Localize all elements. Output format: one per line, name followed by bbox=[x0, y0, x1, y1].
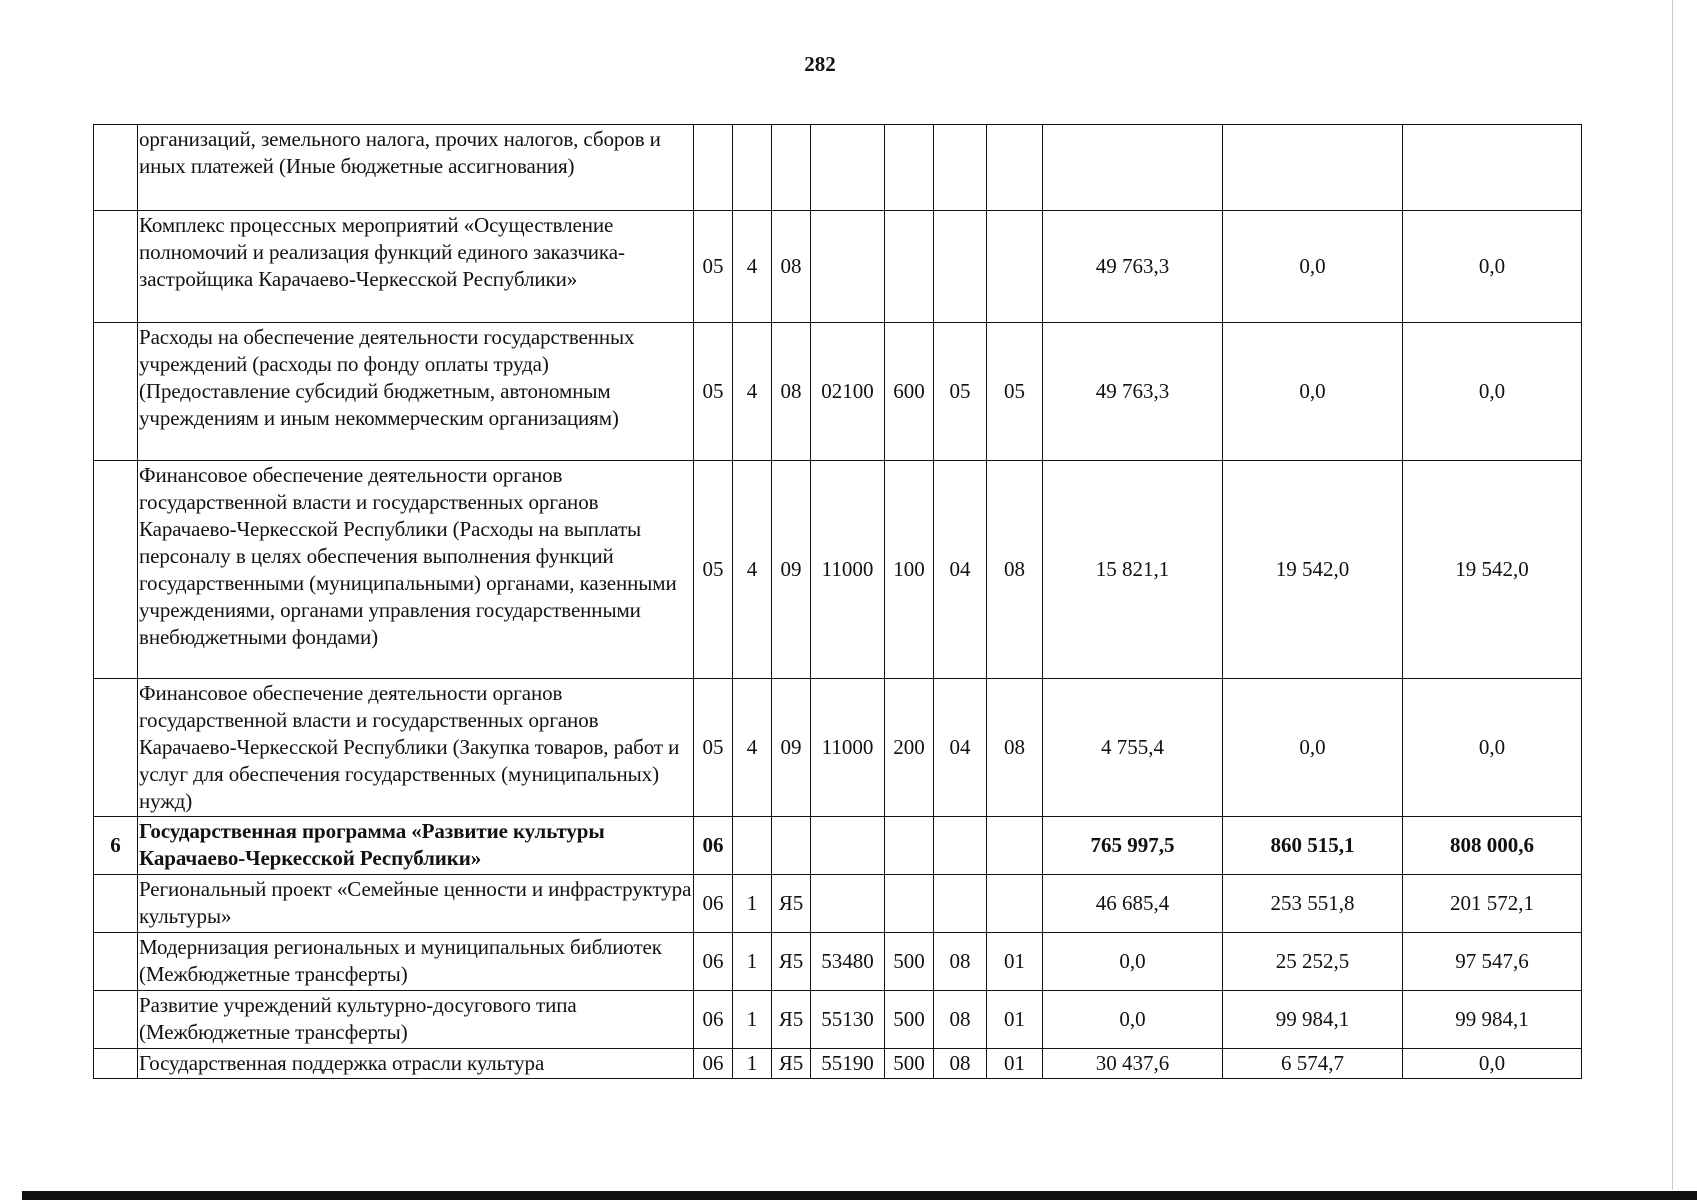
code-type: 1 bbox=[733, 991, 772, 1049]
code-program: 05 bbox=[694, 211, 733, 323]
code-program: 06 bbox=[694, 933, 733, 991]
row-number bbox=[94, 125, 138, 211]
code-structure: Я5 bbox=[772, 933, 811, 991]
value-year-1: 46 685,4 bbox=[1043, 875, 1223, 933]
code-structure: Я5 bbox=[772, 1049, 811, 1079]
code-direction: 11000 bbox=[811, 461, 885, 679]
value-year-3 bbox=[1403, 125, 1582, 211]
code-program: 06 bbox=[694, 875, 733, 933]
table-row bbox=[94, 211, 1582, 323]
code-program: 05 bbox=[694, 323, 733, 461]
code-direction bbox=[811, 125, 885, 211]
code-section bbox=[934, 211, 987, 323]
code-subsection bbox=[987, 875, 1043, 933]
code-direction: 55130 bbox=[811, 991, 885, 1049]
value-year-3: 201 572,1 bbox=[1403, 875, 1582, 933]
row-name: Расходы на обеспечение деятельности государственных учреждений (расходы по фонду оплаты труда) (Предоставление субсидий бюджетным, автономным учреждениям и иным некоммерческим организациям) bbox=[138, 323, 694, 461]
code-expense-type bbox=[885, 211, 934, 323]
code-expense-type: 600 bbox=[885, 323, 934, 461]
value-year-2: 0,0 bbox=[1223, 679, 1403, 817]
row-name: Развитие учреждений культурно-досугового типа (Межбюджетные трансферты) bbox=[138, 991, 694, 1049]
row-number bbox=[94, 933, 138, 991]
value-year-3: 0,0 bbox=[1403, 323, 1582, 461]
code-section: 08 bbox=[934, 933, 987, 991]
scan-bottom-bar bbox=[22, 1191, 1697, 1200]
code-section: 08 bbox=[934, 991, 987, 1049]
value-year-1: 0,0 bbox=[1043, 991, 1223, 1049]
row-number: 6 bbox=[94, 817, 138, 875]
value-year-2: 0,0 bbox=[1223, 211, 1403, 323]
row-number bbox=[94, 1049, 138, 1079]
code-direction: 02100 bbox=[811, 323, 885, 461]
value-year-1: 4 755,4 bbox=[1043, 679, 1223, 817]
value-year-2: 253 551,8 bbox=[1223, 875, 1403, 933]
row-name: Модернизация региональных и муниципальных библиотек (Межбюджетные трансферты) bbox=[138, 933, 694, 991]
code-expense-type: 500 bbox=[885, 991, 934, 1049]
row-number bbox=[94, 991, 138, 1049]
value-year-1: 30 437,6 bbox=[1043, 1049, 1223, 1079]
value-year-2: 0,0 bbox=[1223, 323, 1403, 461]
code-section: 04 bbox=[934, 461, 987, 679]
code-type: 4 bbox=[733, 679, 772, 817]
code-subsection: 08 bbox=[987, 679, 1043, 817]
code-structure: Я5 bbox=[772, 875, 811, 933]
value-year-2 bbox=[1223, 125, 1403, 211]
code-expense-type: 100 bbox=[885, 461, 934, 679]
code-type: 1 bbox=[733, 875, 772, 933]
value-year-3: 0,0 bbox=[1403, 1049, 1582, 1079]
code-subsection: 01 bbox=[987, 933, 1043, 991]
code-type: 4 bbox=[733, 461, 772, 679]
table-row bbox=[94, 125, 1582, 211]
value-year-2: 6 574,7 bbox=[1223, 1049, 1403, 1079]
code-section: 05 bbox=[934, 323, 987, 461]
code-structure bbox=[772, 125, 811, 211]
code-subsection: 05 bbox=[987, 323, 1043, 461]
row-name: Государственная поддержка отрасли культура bbox=[138, 1049, 694, 1079]
code-subsection bbox=[987, 125, 1043, 211]
value-year-3: 19 542,0 bbox=[1403, 461, 1582, 679]
code-structure: 09 bbox=[772, 679, 811, 817]
code-type bbox=[733, 817, 772, 875]
row-name: Комплекс процессных мероприятий «Осуществление полномочий и реализация функций единого заказчика-застройщика Карачаево-Черкесской Республики» bbox=[138, 211, 694, 323]
value-year-3: 97 547,6 bbox=[1403, 933, 1582, 991]
code-section bbox=[934, 817, 987, 875]
scan-edge-line bbox=[1672, 0, 1673, 1190]
value-year-2: 19 542,0 bbox=[1223, 461, 1403, 679]
budget-table bbox=[93, 124, 1582, 1079]
value-year-1: 49 763,3 bbox=[1043, 323, 1223, 461]
row-name: Финансовое обеспечение деятельности органов государственной власти и государственных органов Карачаево-Черкесской Республики (Расходы на выплаты персоналу в целях обеспечения выполнения функций государственными (муниципальными) органами, казенными учреждениями, органами управления государственными внебюджетными фондами) bbox=[138, 461, 694, 679]
code-program: 06 bbox=[694, 991, 733, 1049]
code-type: 4 bbox=[733, 211, 772, 323]
code-program: 06 bbox=[694, 1049, 733, 1079]
row-number bbox=[94, 679, 138, 817]
code-expense-type bbox=[885, 875, 934, 933]
code-direction bbox=[811, 817, 885, 875]
page-number: 282 bbox=[804, 52, 836, 76]
code-expense-type: 500 bbox=[885, 933, 934, 991]
code-structure: 08 bbox=[772, 323, 811, 461]
code-direction bbox=[811, 211, 885, 323]
table-row bbox=[94, 323, 1582, 461]
code-type: 1 bbox=[733, 1049, 772, 1079]
code-program bbox=[694, 125, 733, 211]
code-expense-type: 200 bbox=[885, 679, 934, 817]
row-name: Региональный проект «Семейные ценности и инфраструктура культуры» bbox=[138, 875, 694, 933]
code-direction: 11000 bbox=[811, 679, 885, 817]
table-row bbox=[94, 933, 1582, 991]
value-year-3: 99 984,1 bbox=[1403, 991, 1582, 1049]
value-year-3: 0,0 bbox=[1403, 679, 1582, 817]
code-subsection bbox=[987, 817, 1043, 875]
value-year-2: 860 515,1 bbox=[1223, 817, 1403, 875]
code-expense-type bbox=[885, 125, 934, 211]
code-structure: 09 bbox=[772, 461, 811, 679]
value-year-1: 49 763,3 bbox=[1043, 211, 1223, 323]
value-year-3: 0,0 bbox=[1403, 211, 1582, 323]
row-number bbox=[94, 875, 138, 933]
table-row bbox=[94, 817, 1582, 875]
row-number bbox=[94, 461, 138, 679]
row-number bbox=[94, 211, 138, 323]
code-direction bbox=[811, 875, 885, 933]
row-name: организаций, земельного налога, прочих налогов, сборов и иных платежей (Иные бюджетные ассигнования) bbox=[138, 125, 694, 211]
code-structure: Я5 bbox=[772, 991, 811, 1049]
row-number bbox=[94, 323, 138, 461]
code-direction: 55190 bbox=[811, 1049, 885, 1079]
code-subsection bbox=[987, 211, 1043, 323]
code-structure bbox=[772, 817, 811, 875]
table-row bbox=[94, 461, 1582, 679]
code-subsection: 08 bbox=[987, 461, 1043, 679]
value-year-2: 25 252,5 bbox=[1223, 933, 1403, 991]
code-section bbox=[934, 125, 987, 211]
code-section bbox=[934, 875, 987, 933]
code-subsection: 01 bbox=[987, 991, 1043, 1049]
value-year-3: 808 000,6 bbox=[1403, 817, 1582, 875]
value-year-1: 0,0 bbox=[1043, 933, 1223, 991]
code-structure: 08 bbox=[772, 211, 811, 323]
code-type: 1 bbox=[733, 933, 772, 991]
table-row bbox=[94, 1049, 1582, 1079]
table-row bbox=[94, 875, 1582, 933]
code-subsection: 01 bbox=[987, 1049, 1043, 1079]
row-name: Финансовое обеспечение деятельности органов государственной власти и государственных органов Карачаево-Черкесской Республики (Закупка товаров, работ и услуг для обеспечения государственных (муниципальных) нужд) bbox=[138, 679, 694, 817]
code-type: 4 bbox=[733, 323, 772, 461]
value-year-1: 15 821,1 bbox=[1043, 461, 1223, 679]
code-type bbox=[733, 125, 772, 211]
code-section: 04 bbox=[934, 679, 987, 817]
code-program: 06 bbox=[694, 817, 733, 875]
value-year-1 bbox=[1043, 125, 1223, 211]
code-expense-type: 500 bbox=[885, 1049, 934, 1079]
value-year-2: 99 984,1 bbox=[1223, 991, 1403, 1049]
table-row bbox=[94, 679, 1582, 817]
code-program: 05 bbox=[694, 461, 733, 679]
code-program: 05 bbox=[694, 679, 733, 817]
code-section: 08 bbox=[934, 1049, 987, 1079]
table-row bbox=[94, 991, 1582, 1049]
value-year-1: 765 997,5 bbox=[1043, 817, 1223, 875]
row-name: Государственная программа «Развитие культуры Карачаево-Черкесской Республики» bbox=[138, 817, 694, 875]
code-expense-type bbox=[885, 817, 934, 875]
code-direction: 53480 bbox=[811, 933, 885, 991]
